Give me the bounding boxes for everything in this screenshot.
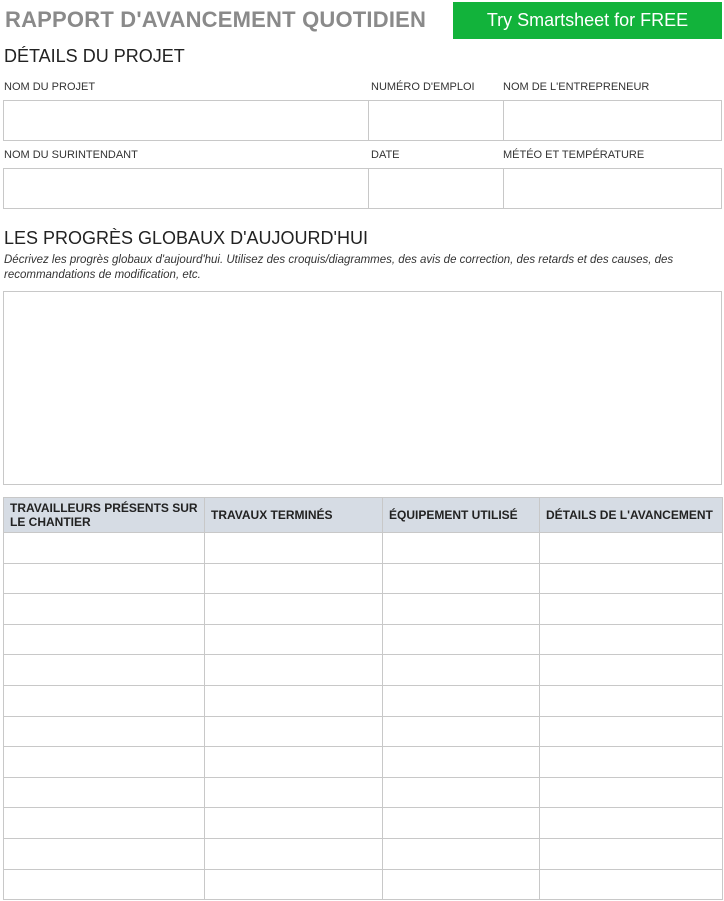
table-cell[interactable] [540, 655, 723, 686]
table-cell[interactable] [205, 533, 383, 564]
table-cell[interactable] [205, 655, 383, 686]
table-row [4, 563, 723, 594]
contractor-name-label: NOM DE L'ENTREPRENEUR [503, 81, 650, 93]
table-cell[interactable] [540, 624, 723, 655]
table-row [4, 655, 723, 686]
table-cell[interactable] [540, 838, 723, 869]
progress-notes-area[interactable] [3, 291, 722, 485]
table-cell[interactable] [540, 869, 723, 900]
column-header-equipment: ÉQUIPEMENT UTILISÉ [383, 498, 540, 533]
table-cell[interactable] [383, 685, 540, 716]
table-row [4, 838, 723, 869]
project-details-heading: DÉTAILS DU PROJET [4, 46, 185, 66]
table-cell[interactable] [540, 808, 723, 839]
table-cell[interactable] [205, 716, 383, 747]
table-cell[interactable] [4, 624, 205, 655]
column-header-work-completed: TRAVAUX TERMINÉS [205, 498, 383, 533]
table-row [4, 533, 723, 564]
table-cell[interactable] [205, 838, 383, 869]
table-cell[interactable] [205, 563, 383, 594]
weather-field[interactable] [503, 168, 722, 209]
table-cell[interactable] [4, 594, 205, 625]
table-cell[interactable] [383, 838, 540, 869]
table-cell[interactable] [540, 533, 723, 564]
table-cell[interactable] [540, 716, 723, 747]
table-cell[interactable] [205, 777, 383, 808]
table-cell[interactable] [4, 747, 205, 778]
table-cell[interactable] [4, 716, 205, 747]
contractor-name-field[interactable] [503, 100, 722, 141]
table-cell[interactable] [205, 685, 383, 716]
table-row [4, 716, 723, 747]
date-field[interactable] [368, 168, 504, 209]
table-cell[interactable] [383, 777, 540, 808]
progress-description: Décrivez les progrès globaux d'aujourd'hui. Utilisez des croquis/diagrammes, des avis de correction, des retards et des causes, des recommandations de modification, etc. [4, 254, 674, 281]
table-cell[interactable] [383, 808, 540, 839]
table-cell[interactable] [383, 747, 540, 778]
table-row [4, 747, 723, 778]
table-cell[interactable] [540, 594, 723, 625]
column-header-progress-details: DÉTAILS DE L'AVANCEMENT [540, 498, 723, 533]
table-cell[interactable] [4, 685, 205, 716]
table-row [4, 624, 723, 655]
superintendent-name-field[interactable] [3, 168, 369, 209]
table-cell[interactable] [205, 747, 383, 778]
table-row [4, 777, 723, 808]
table-row [4, 594, 723, 625]
table-cell[interactable] [205, 869, 383, 900]
table-row [4, 869, 723, 900]
table-cell[interactable] [540, 777, 723, 808]
superintendent-name-label: NOM DU SURINTENDANT [4, 149, 138, 161]
table-row [4, 685, 723, 716]
table-cell[interactable] [4, 838, 205, 869]
table-header-row [4, 498, 723, 533]
table-cell[interactable] [383, 869, 540, 900]
table-cell[interactable] [540, 563, 723, 594]
table-cell[interactable] [383, 655, 540, 686]
table-row [4, 808, 723, 839]
table-cell[interactable] [205, 808, 383, 839]
table-cell[interactable] [383, 563, 540, 594]
table-cell[interactable] [4, 533, 205, 564]
table-cell[interactable] [540, 685, 723, 716]
table-cell[interactable] [205, 624, 383, 655]
table-cell[interactable] [4, 563, 205, 594]
project-name-field[interactable] [3, 100, 369, 141]
job-number-label: NUMÉRO D'EMPLOI [371, 81, 475, 93]
report-title: RAPPORT D'AVANCEMENT QUOTIDIEN [5, 7, 427, 32]
date-label: DATE [371, 149, 400, 161]
table-cell[interactable] [383, 624, 540, 655]
table-cell[interactable] [383, 716, 540, 747]
column-header-workers: TRAVAILLEURS PRÉSENTS SUR LE CHANTIER [4, 498, 205, 533]
table-cell[interactable] [383, 533, 540, 564]
table-cell[interactable] [4, 777, 205, 808]
weather-label: MÉTÉO ET TEMPÉRATURE [503, 149, 645, 161]
table-cell[interactable] [4, 869, 205, 900]
try-smartsheet-button[interactable]: Try Smartsheet for FREE [453, 2, 722, 39]
job-number-field[interactable] [368, 100, 504, 141]
table-cell[interactable] [4, 655, 205, 686]
progress-table [3, 497, 723, 900]
table-cell[interactable] [205, 594, 383, 625]
progress-heading: LES PROGRÈS GLOBAUX D'AUJOURD'HUI [4, 228, 368, 248]
table-cell[interactable] [4, 808, 205, 839]
project-name-label: NOM DU PROJET [4, 81, 96, 93]
table-cell[interactable] [383, 594, 540, 625]
table-cell[interactable] [540, 747, 723, 778]
